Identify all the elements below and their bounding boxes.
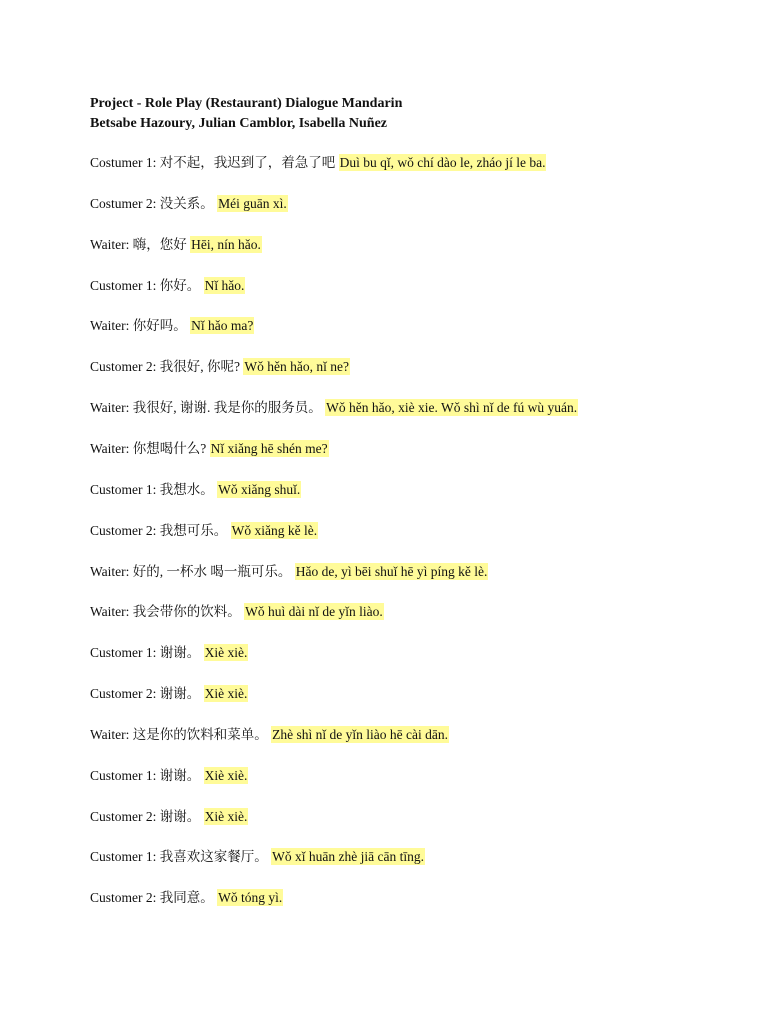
chinese-text: 你好。 <box>159 277 201 293</box>
dialogue-line <box>90 480 301 500</box>
pinyin-highlight: Wǒ hěn hǎo, nǐ ne? <box>244 359 349 375</box>
dialogue-line <box>90 643 248 663</box>
speaker-label: Waiter: <box>90 604 130 620</box>
dialogue-line <box>90 684 248 704</box>
speaker-label: Customer 1: <box>90 481 157 497</box>
speaker-label: Customer 1: <box>90 849 157 865</box>
speaker-label: Customer 2: <box>90 522 157 538</box>
pinyin-highlight: Wǒ tóng yì. <box>218 890 283 906</box>
chinese-text: 我很好, 你呢? <box>159 359 240 375</box>
speaker-label: Costumer 1: <box>90 155 157 170</box>
chinese-text: 嗨，您好 <box>132 236 187 252</box>
chinese-text: 我会带你的饮料。 <box>132 604 241 620</box>
pinyin-highlight: Zhè shì nǐ de yǐn liào hē cài dān. <box>272 726 448 742</box>
chinese-text: 你好吗。 <box>132 318 187 334</box>
chinese-text: 好的, 一杯水 喝一瓶可乐。 <box>132 563 292 579</box>
speaker-label: Waiter: <box>90 400 130 416</box>
speaker-label: Waiter: <box>90 726 130 742</box>
speaker-label: Customer 2: <box>90 890 157 906</box>
pinyin-highlight: Wǒ xǐ huān zhè jiā cān tīng. <box>272 849 424 865</box>
dialogue-line <box>90 562 488 582</box>
dialogue-line <box>90 521 318 541</box>
chinese-text: 我想水。 <box>159 481 214 497</box>
chinese-text: 谢谢。 <box>159 767 201 783</box>
chinese-text: 我想可乐。 <box>159 522 228 538</box>
pinyin-highlight: Wǒ huì dài nǐ de yǐn liào. <box>245 604 383 620</box>
chinese-text: 这是你的饮料和菜单。 <box>132 726 268 742</box>
chinese-text: 我很好, 谢谢. 我是你的服务员。 <box>132 400 322 416</box>
speaker-label: Customer 1: <box>90 645 157 661</box>
dialogue-line <box>90 398 578 418</box>
pinyin-highlight: Hēi, nín hǎo. <box>191 236 261 252</box>
chinese-text: 我喜欢这家餐厅。 <box>159 849 268 865</box>
dialogue-line <box>90 235 262 255</box>
dialogue-line <box>90 439 329 459</box>
dialogue-line <box>90 602 384 622</box>
pinyin-highlight: Xiè xiè. <box>204 767 248 783</box>
pinyin-highlight: Wǒ xiǎng shuǐ. <box>218 481 301 497</box>
chinese-text: 你想喝什么? <box>132 440 207 456</box>
document-authors: Betsabe Hazoury, Julian Camblor, Isabella Nuñez <box>90 116 388 131</box>
chinese-text: 对不起，我迟到了，着急了吧 <box>159 155 336 170</box>
speaker-label: Customer 2: <box>90 686 157 702</box>
speaker-label: Waiter: <box>90 236 130 252</box>
dialogue-line <box>90 194 288 214</box>
dialogue-line <box>90 725 449 745</box>
pinyin-highlight: Wǒ hěn hǎo, xiè xie. Wǒ shì nǐ de fú wù yuán. <box>326 400 578 416</box>
speaker-label: Waiter: <box>90 563 130 579</box>
dialogue-line <box>90 357 350 377</box>
pinyin-highlight: Xiè xiè. <box>204 808 248 824</box>
speaker-label: Customer 1: <box>90 767 157 783</box>
dialogue-line <box>90 807 248 827</box>
speaker-label: Customer 2: <box>90 359 157 375</box>
pinyin-highlight: Nǐ hǎo ma? <box>191 318 254 334</box>
pinyin-highlight: Xiè xiè. <box>204 645 248 661</box>
document-title: Project - Role Play (Restaurant) Dialogue Mandarin <box>90 96 403 111</box>
speaker-label: Costumer 2: <box>90 195 157 211</box>
chinese-text: 谢谢。 <box>159 686 201 702</box>
chinese-text: 我同意。 <box>159 890 214 906</box>
document-header <box>90 94 402 134</box>
speaker-label: Customer 1: <box>90 277 157 293</box>
pinyin-highlight: Wǒ xiǎng kě lè. <box>231 522 318 538</box>
dialogue-line <box>90 847 425 867</box>
dialogue-line <box>90 888 283 908</box>
dialogue-line <box>90 153 546 173</box>
pinyin-highlight: Nǐ hǎo. <box>204 277 245 293</box>
pinyin-highlight: Nǐ xiǎng hē shén me? <box>210 440 328 456</box>
chinese-text: 谢谢。 <box>159 645 201 661</box>
pinyin-highlight: Hǎo de, yì bēi shuǐ hē yì píng kě lè. <box>295 563 488 579</box>
pinyin-highlight: Duì bu qǐ, wǒ chí dào le, zháo jí le ba. <box>339 155 546 170</box>
speaker-label: Waiter: <box>90 318 130 334</box>
speaker-label: Waiter: <box>90 440 130 456</box>
pinyin-highlight: Xiè xiè. <box>204 686 248 702</box>
dialogue-line <box>90 766 248 786</box>
pinyin-highlight: Méi guān xì. <box>218 195 287 211</box>
chinese-text: 谢谢。 <box>159 808 201 824</box>
dialogue-line <box>90 316 254 336</box>
speaker-label: Customer 2: <box>90 808 157 824</box>
chinese-text: 没关系。 <box>159 195 214 211</box>
dialogue-line <box>90 276 245 296</box>
